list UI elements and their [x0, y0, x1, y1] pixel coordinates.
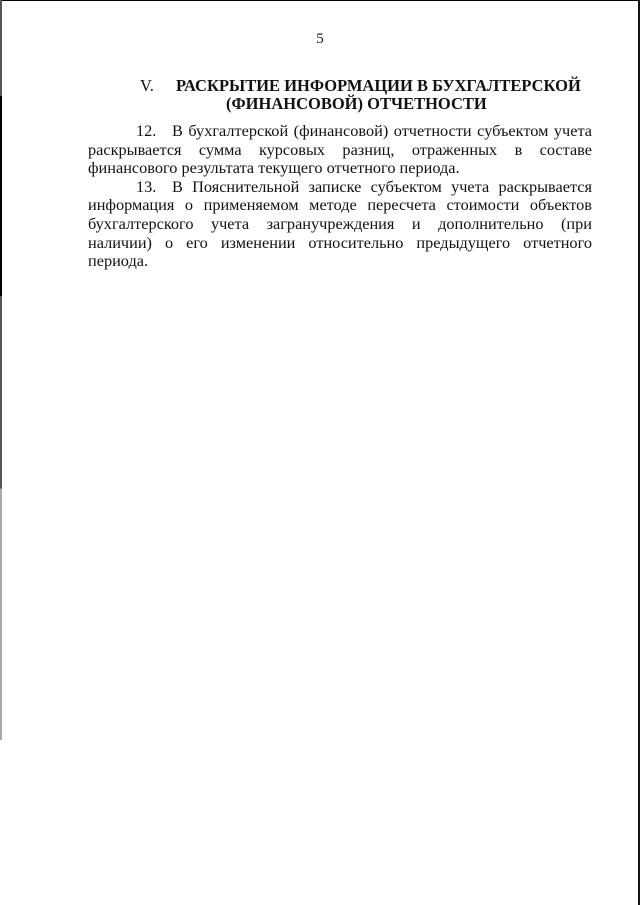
scan-border-top: [0, 0, 640, 1]
paragraph-13: [88, 178, 592, 271]
page-number: 5: [316, 31, 324, 47]
section-body: [88, 122, 592, 271]
paragraph-number: 13.: [136, 176, 157, 196]
section-title-line-1: РАСКРЫТИЕ ИНФОРМАЦИИ В БУХГАЛТЕРСКОЙ: [176, 76, 581, 95]
scan-border-left: [0, 0, 2, 740]
paragraph-number: 12.: [136, 121, 157, 140]
section-number: V.: [140, 76, 154, 95]
paragraph-text: В бухгалтерской (финансовой) отчетности субъектом учета раскрывается сумма курсовых разниц, отраженных в составе финансового результата текущего отчетного периода.: [88, 121, 592, 178]
paragraph-12: [88, 122, 592, 178]
paragraph-text: В Пояснительной записке субъектом учета раскрывается информация о применяемом методе пересчета стоимости объектов бухгалтерского учета загранучреждения и дополнительно (при наличии) о его изменении относительно предыдущего отчетного периода.: [88, 176, 592, 271]
section-title-line-2: (ФИНАНСОВОЙ) ОТЧЕТНОСТИ: [226, 94, 487, 113]
